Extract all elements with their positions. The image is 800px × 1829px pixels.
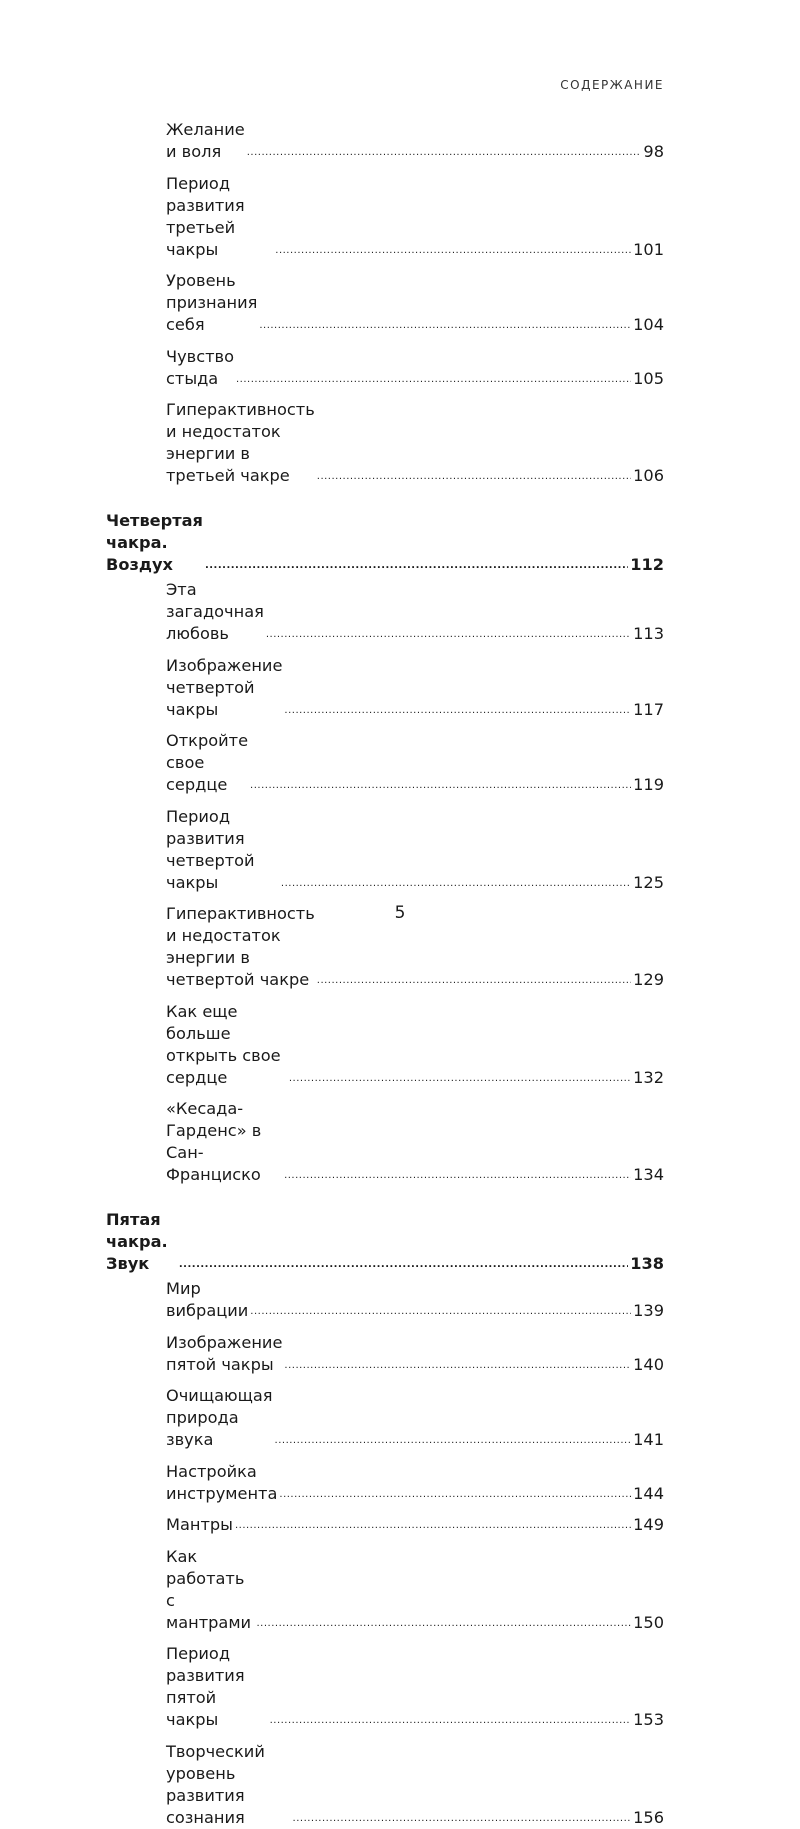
toc-entry-page: 150 xyxy=(633,1612,664,1632)
dot-leader xyxy=(259,319,631,333)
dot-leader xyxy=(279,1488,631,1502)
toc-entry-title: Мир вибрации xyxy=(166,1279,249,1320)
toc-entry-page: 129 xyxy=(633,970,664,989)
toc-entry-title: Период развития четвертой чакры xyxy=(166,806,255,892)
toc-entry-title: Гиперактивность и недостаток энергии в третьей чакре xyxy=(166,400,315,485)
toc-entry[interactable] xyxy=(166,1514,664,1536)
toc-entry-page: 106 xyxy=(633,466,664,485)
page-number: 5 xyxy=(394,903,406,923)
running-head: СОДЕРЖАНИЕ xyxy=(560,78,664,92)
toc-chapter-title: Пятая чакра. Звук xyxy=(106,1210,168,1273)
toc-entry-page: 134 xyxy=(633,1165,664,1184)
toc-entry-page: 156 xyxy=(633,1807,664,1827)
toc-entry-title: Период развития третьей чакры xyxy=(166,173,245,259)
toc-entry[interactable] xyxy=(166,1098,664,1186)
toc-chapter-entry[interactable] xyxy=(106,1209,664,1275)
toc-entry-title: Как работать с мантрами xyxy=(166,1546,252,1632)
dot-leader xyxy=(284,1359,631,1373)
dot-leader xyxy=(235,1519,631,1533)
toc-entry-page: 101 xyxy=(633,239,664,259)
toc-entry-title: Желание и воля xyxy=(166,120,245,161)
toc-entry-page: 105 xyxy=(633,368,664,388)
dot-leader xyxy=(236,373,631,387)
dot-leader xyxy=(257,1617,632,1631)
toc-entry-page: 104 xyxy=(633,315,664,334)
dot-leader xyxy=(275,244,631,258)
toc-entry-title: Гиперактивность и недостаток энергии в четвертой чакре xyxy=(166,904,315,989)
toc-entry[interactable] xyxy=(166,1332,664,1376)
toc-entry[interactable] xyxy=(166,346,664,390)
dot-leader xyxy=(284,704,631,718)
toc-entry-page: 117 xyxy=(633,699,664,719)
toc-entry-page: 153 xyxy=(633,1710,664,1729)
toc-chapter-title: Четвертая чакра. Воздух xyxy=(106,511,203,574)
toc-entry[interactable] xyxy=(166,806,664,894)
toc-entry[interactable] xyxy=(166,1385,664,1451)
dot-leader xyxy=(179,1258,628,1272)
toc-entry[interactable] xyxy=(166,1741,664,1829)
dot-leader xyxy=(250,1305,631,1319)
toc-entry-page: 98 xyxy=(643,142,664,161)
toc-entry-title: Период развития пятой чакры xyxy=(166,1644,245,1729)
toc-entry[interactable] xyxy=(166,173,664,261)
dot-leader xyxy=(205,559,628,573)
dot-leader xyxy=(317,470,631,484)
toc-entry-page: 125 xyxy=(633,872,664,892)
toc-entry-title: «Кесада-Гарденс» в Сан-Франциско xyxy=(166,1099,262,1184)
dot-leader xyxy=(275,1434,632,1448)
toc-entry[interactable] xyxy=(166,399,664,487)
toc-entry[interactable] xyxy=(166,730,664,796)
toc-entry-page: 144 xyxy=(633,1483,664,1503)
toc-entry-title: Изображение пятой чакры xyxy=(166,1332,283,1374)
toc-entry[interactable] xyxy=(166,1643,664,1731)
toc-entry[interactable] xyxy=(166,579,664,645)
toc-entry-title: Чувство стыда xyxy=(166,346,234,388)
toc-entry-page: 132 xyxy=(633,1067,664,1087)
dot-leader xyxy=(281,877,631,891)
toc-entry[interactable] xyxy=(166,1546,664,1634)
dot-leader xyxy=(289,1072,631,1086)
toc-entry-page: 149 xyxy=(633,1515,664,1534)
toc-entry[interactable] xyxy=(166,270,664,336)
toc-entry-title: Творческий уровень развития сознания xyxy=(166,1741,265,1827)
toc-entry[interactable] xyxy=(166,1461,664,1505)
toc-entry-page: 141 xyxy=(633,1430,664,1449)
toc-entry-page: 119 xyxy=(633,775,664,794)
toc-entry-title: Эта загадочная любовь xyxy=(166,580,264,643)
toc-entry-title: Откройте свое сердце xyxy=(166,731,249,794)
dot-leader xyxy=(284,1169,631,1183)
toc-entry-page: 140 xyxy=(633,1354,664,1374)
toc-chapter-entry[interactable] xyxy=(106,510,664,576)
toc-entry-title: Уровень признания себя xyxy=(166,271,258,334)
dot-leader xyxy=(270,1714,632,1728)
toc-entry[interactable] xyxy=(166,655,664,721)
dot-leader xyxy=(317,974,631,988)
toc-entry[interactable] xyxy=(166,119,664,163)
toc-entry[interactable] xyxy=(166,1001,664,1089)
toc-entry-title: Как еще больше открыть свое сердце xyxy=(166,1001,281,1087)
toc-entry-title: Мантры xyxy=(166,1515,233,1534)
dot-leader xyxy=(250,779,631,793)
toc-chapter-page: 112 xyxy=(630,555,664,574)
dot-leader xyxy=(293,1812,632,1826)
toc-chapter-page: 138 xyxy=(630,1254,664,1273)
toc-entry-page: 139 xyxy=(633,1301,664,1320)
dot-leader xyxy=(266,628,631,642)
toc-entry-title: Изображение четвертой чакры xyxy=(166,655,283,719)
table-of-contents xyxy=(0,116,800,1829)
toc-entry-title: Очищающая природа звука xyxy=(166,1386,273,1449)
dot-leader xyxy=(247,146,642,160)
toc-entry-page: 113 xyxy=(633,624,664,643)
toc-entry[interactable] xyxy=(166,1278,664,1322)
toc-entry-title: Настройка инструмента xyxy=(166,1461,278,1503)
